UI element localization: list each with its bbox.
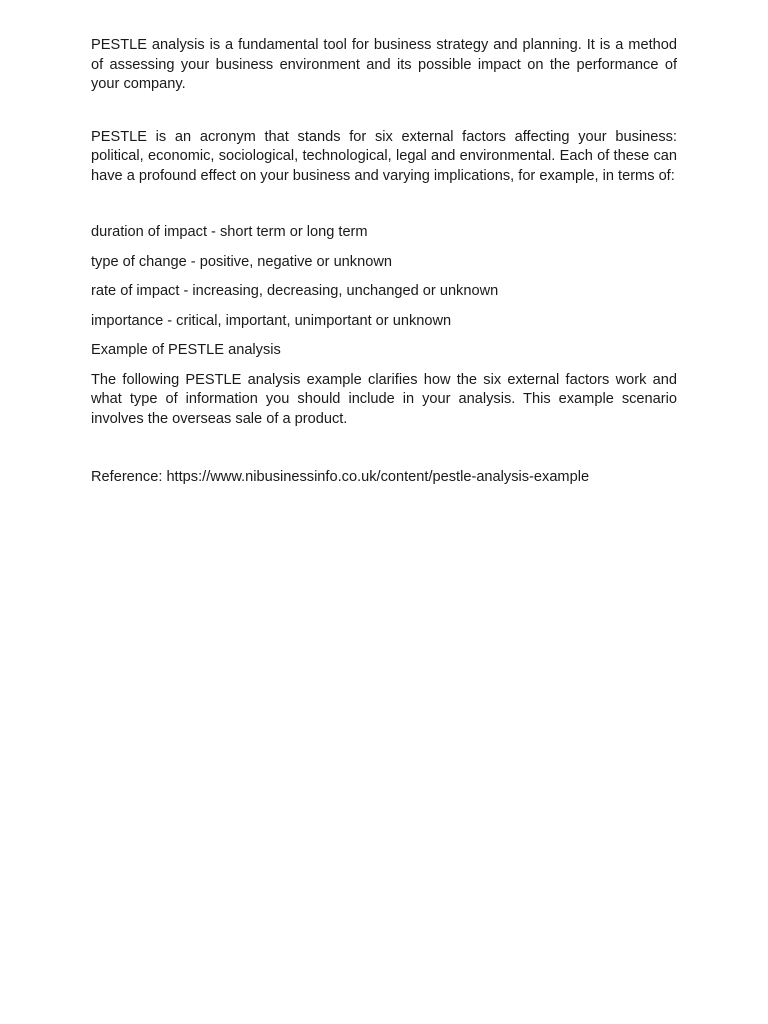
- spacer: [91, 272, 677, 282]
- list-item-rate: rate of impact - increasing, decreasing, unchanged or unknown: [91, 283, 499, 299]
- intro-paragraph: PESTLE analysis is a fundamental tool for business strategy and planning. It is a method of assessing your business environment and its possible impact on the performance of your company.: [91, 37, 677, 92]
- spacer: [91, 331, 677, 341]
- spacer: [91, 302, 677, 312]
- list-item-duration: duration of impact - short term or long term: [91, 224, 368, 240]
- list-item-type: type of change - positive, negative or unknown: [91, 253, 392, 270]
- spacer: [91, 429, 677, 468]
- reference-line: Reference: https://www.nibusinessinfo.co.uk/content/pestle-analysis-example: [91, 469, 590, 485]
- spacer: [91, 243, 677, 253]
- spacer: [91, 95, 677, 128]
- spacer: [91, 186, 677, 223]
- document-page: [91, 36, 677, 488]
- acronym-paragraph: PESTLE is an acronym that stands for six external factors affecting your business: political, economic, sociological, technological, legal and environmental. Each of these can have a profound effect on your business and varying implications, for example, in terms of:: [91, 128, 677, 184]
- example-paragraph: The following PESTLE analysis example clarifies how the six external factors work and what type of information you should include in your analysis. This example scenario involves the overseas sale of a product.: [91, 371, 677, 427]
- list-item-importance: importance - critical, important, unimportant or unknown: [91, 312, 452, 329]
- spacer: [91, 361, 677, 371]
- example-heading: Example of PESTLE analysis: [91, 342, 281, 358]
